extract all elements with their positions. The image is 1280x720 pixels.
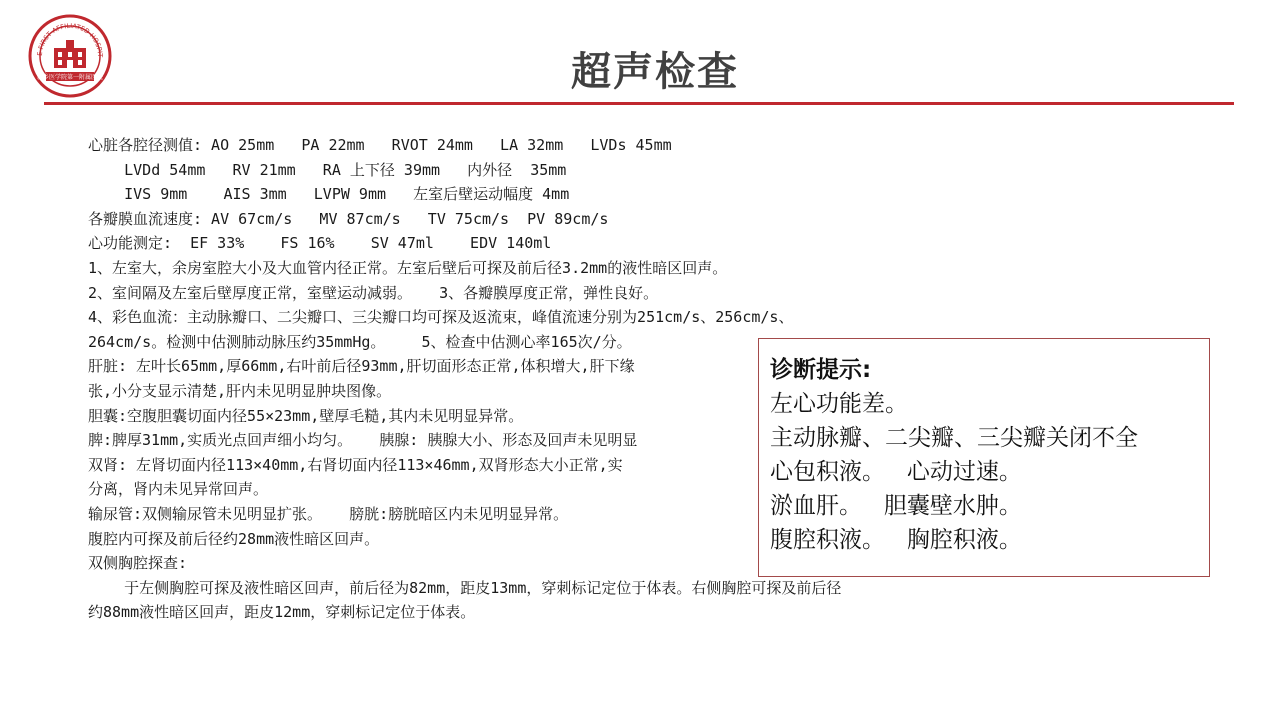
report-line: 4、彩色血流：主动脉瓣口、二尖瓣口、三尖瓣口均可探及返流束，峰值流速分别为251cm/s、256cm/s、 — [88, 308, 794, 327]
report-line: 脾:脾厚31mm,实质光点回声细小均匀。 胰腺: 胰腺大小、形态及回声未见明显 — [88, 431, 638, 450]
title-divider — [44, 102, 1234, 105]
report-line: 于左侧胸腔可探及液性暗区回声，前后径为82mm，距皮13mm，穿刺标记定位于体表。右侧胸腔可探及前后径 — [88, 578, 842, 597]
diagnosis-line: 左心功能差。 — [770, 391, 908, 417]
report-line: 2、室间隔及左室后壁厚度正常，室壁运动减弱。 3、各瓣膜厚度正常，弹性良好。 — [88, 283, 659, 302]
report-line: 心功能测定: EF 33% FS 16% SV 47ml EDV 140ml — [88, 234, 552, 253]
report-line: 心脏各腔径测值: AO 25mm PA 22mm RVOT 24mm LA 32mm LVDs 45mm — [88, 136, 672, 154]
report-line: 分离，肾内未见异常回声。 — [88, 480, 269, 499]
report-line: 约88mm液性暗区回声，距皮12mm，穿刺标记定位于体表。 — [88, 603, 476, 622]
diagnosis-line: 腹腔积液。 胸腔积液。 — [770, 527, 1022, 553]
report-line: 输尿管:双侧输尿管未见明显扩张。 膀胱:膀胱暗区内未见明显异常。 — [88, 504, 569, 523]
diagnosis-title: 诊断提示: — [770, 357, 872, 383]
report-line: 张,小分支显示清楚,肝内未见明显肿块图像。 — [88, 381, 392, 400]
report-line: IVS 9mm AIS 3mm LVPW 9mm 左室后壁运动幅度 4mm — [88, 185, 570, 204]
report-line: 双肾: 左肾切面内径113×40mm,右肾切面内径113×46mm,双肾形态大小正常,实 — [88, 455, 623, 474]
report-line: 肝脏: 左叶长65mm,厚66mm,右叶前后径93mm,肝切面形态正常,体积增大,肝下缘 — [88, 357, 635, 376]
page-title: 超声检查 — [571, 49, 739, 95]
diagnosis-line: 心包积液。 心动过速。 — [770, 459, 1022, 485]
report-line: 各瓣膜血流速度: AV 67cm/s MV 87cm/s TV 75cm/s PV 89cm/s — [88, 209, 609, 228]
diagnosis-box — [758, 338, 1210, 577]
report-line: 腹腔内可探及前后径约28mm液性暗区回声。 — [88, 529, 380, 548]
svg-text:新乡医学院第一附属医院: 新乡医学院第一附属医院 — [36, 74, 104, 81]
report-line: LVDd 54mm RV 21mm RA 上下径 39mm 内外径 35mm — [88, 160, 567, 179]
diagnosis-line: 淤血肝。 胆囊壁水肿。 — [770, 493, 1022, 519]
report-line: 264cm/s。检测中估测肺动脉压约35mmHg。 5、检查中估测心率165次/分。 — [88, 332, 632, 351]
report-line: 双侧胸腔探查: — [88, 554, 188, 573]
svg-text:THE FIRST AFFILIATED HOSPITAL: E FIRST AFFILIATED HOSPIT — [35, 21, 105, 57]
diagnosis-line: 主动脉瓣、二尖瓣、三尖瓣关闭不全 — [770, 425, 1138, 451]
report-line: 胆囊:空腹胆囊切面内径55×23mm,壁厚毛糙,其内未见明显异常。 — [88, 406, 524, 425]
report-line: 1、左室大，余房室腔大小及大血管内径正常。左室后壁后可探及前后径3.2mm的液性暗区回声。 — [88, 258, 728, 277]
